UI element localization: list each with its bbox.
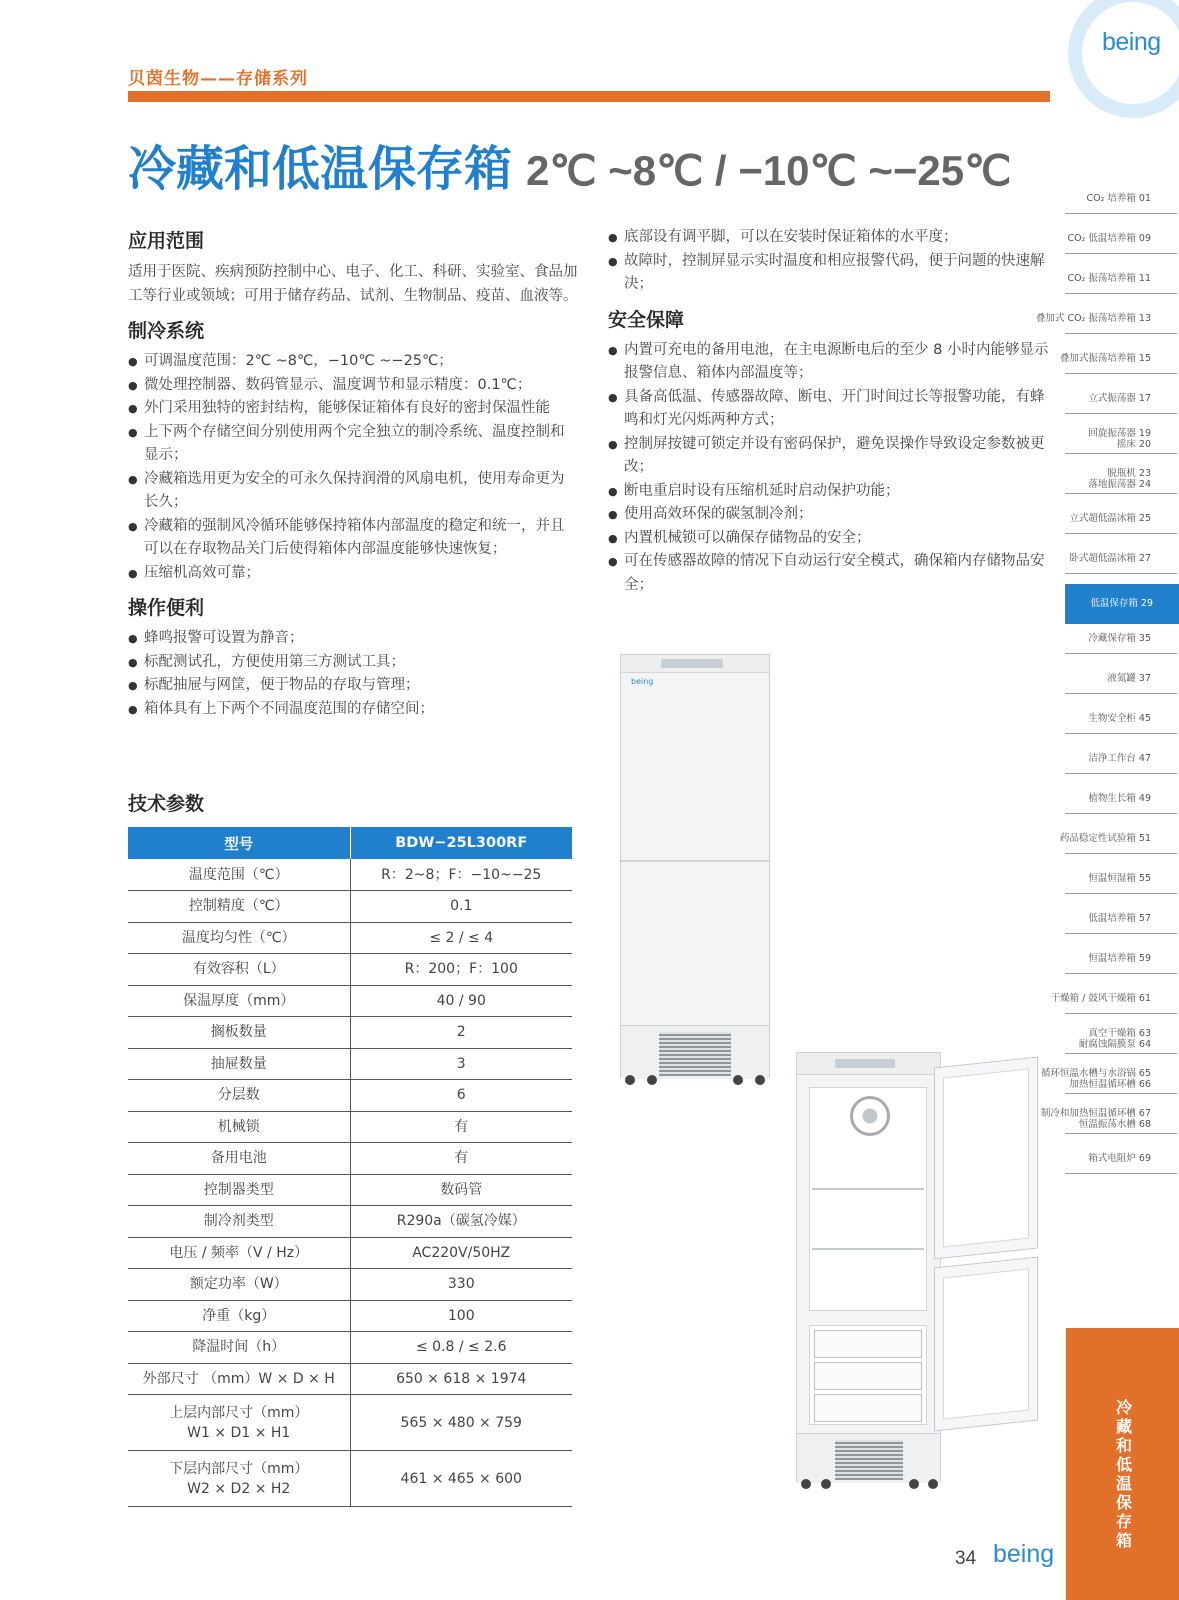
index-item[interactable] bbox=[1065, 464, 1177, 494]
list-item: ● 控制屏按键可锁定并设有密码保护，避免误操作导致设定参数被更改； bbox=[608, 433, 1058, 480]
spec-key-line: 下层内部尺寸（mm） bbox=[169, 1460, 309, 1477]
spec-value: 0.1 bbox=[350, 891, 572, 923]
safety-list bbox=[608, 339, 1058, 598]
spec-key: 净重（kg） bbox=[128, 1300, 350, 1332]
index-item[interactable] bbox=[1050, 984, 1177, 1014]
index-item[interactable] bbox=[1065, 504, 1177, 534]
index-item-label: 液氮罐 37 bbox=[1107, 673, 1151, 684]
list-item: ● 上下两个存储空间分别使用两个完全独立的制冷系统、温度控制和显示； bbox=[128, 421, 578, 468]
section-heading-cooling: 制冷系统 bbox=[128, 320, 205, 342]
table-row bbox=[128, 1237, 572, 1269]
index-item[interactable] bbox=[1065, 944, 1177, 974]
control-panel bbox=[797, 1053, 940, 1075]
spec-key: 有效容积（L） bbox=[128, 954, 350, 986]
drawer bbox=[814, 1362, 922, 1390]
index-item-label: CO₂ 低温培养箱 09 bbox=[1067, 233, 1151, 244]
spec-key: 搁板数量 bbox=[128, 1017, 350, 1049]
list-item: ● 蜂鸣报警可设置为静音； bbox=[128, 627, 578, 651]
table-row bbox=[128, 1206, 572, 1238]
spec-value: 461 × 465 × 600 bbox=[350, 1451, 572, 1507]
side-tab bbox=[1066, 1328, 1179, 1600]
base-panel bbox=[621, 1025, 769, 1079]
base-panel bbox=[797, 1433, 940, 1483]
table-row bbox=[128, 859, 572, 891]
table-row bbox=[128, 1300, 572, 1332]
caster-wheel bbox=[625, 1075, 635, 1085]
index-item[interactable] bbox=[1065, 424, 1177, 454]
index-item[interactable] bbox=[1065, 904, 1177, 934]
spec-key: 抽屉数量 bbox=[128, 1048, 350, 1080]
spec-key-line: W1 × D1 × H1 bbox=[187, 1424, 291, 1441]
index-item[interactable] bbox=[1065, 584, 1179, 624]
table-row bbox=[128, 954, 572, 986]
index-item-label: 叠加式 CO₂ 振荡培养箱 13 bbox=[1035, 313, 1151, 324]
table-row bbox=[128, 985, 572, 1017]
spec-value: 650 × 618 × 1974 bbox=[350, 1363, 572, 1395]
index-item-label: 循环恒温水槽与水浴锅 65 bbox=[1040, 1067, 1151, 1079]
list-item: ● 使用高效环保的碳氢制冷剂； bbox=[608, 503, 1058, 527]
index-item-label: 摇床 20 bbox=[1116, 438, 1151, 450]
product-image-open bbox=[796, 1052, 941, 1482]
application-text: 适用于医院、疾病预防控制中心、电子、化工、科研、实验室、食品加工等行业或领域；可用于储存药品、试剂、生物制品、疫苗、血液等。 bbox=[128, 264, 578, 304]
open-door-lower bbox=[934, 1257, 1038, 1432]
table-row bbox=[128, 1363, 572, 1395]
index-item-label: 洁净工作台 47 bbox=[1088, 753, 1151, 764]
spec-key: 外部尺寸 （mm）W × D × H bbox=[128, 1363, 350, 1395]
display-panel bbox=[835, 1059, 895, 1068]
index-item-label: 冷藏保存箱 35 bbox=[1088, 633, 1151, 644]
index-item-label: 加热恒温循环槽 66 bbox=[1069, 1078, 1151, 1090]
list-item: ● 可在传感器故障的情况下自动运行安全模式，确保箱内存储物品安全； bbox=[608, 550, 1058, 597]
spec-key: 温度范围（℃） bbox=[128, 859, 350, 891]
spec-value: 有 bbox=[350, 1143, 572, 1175]
table-row bbox=[128, 1048, 572, 1080]
table-row bbox=[128, 891, 572, 923]
index-item-label: 卧式超低温冰箱 27 bbox=[1069, 553, 1151, 564]
index-item[interactable] bbox=[1065, 384, 1177, 414]
caster-wheel bbox=[733, 1075, 743, 1085]
spec-key: 温度均匀性（℃） bbox=[128, 922, 350, 954]
cooling-list bbox=[128, 350, 578, 585]
side-tab-label: 冷藏和低温保存箱 bbox=[1115, 1398, 1132, 1550]
list-item: ● 箱体具有上下两个不同温度范围的存储空间； bbox=[128, 698, 578, 722]
table-row bbox=[128, 1174, 572, 1206]
index-item[interactable] bbox=[1065, 704, 1177, 734]
list-item: ● 冷藏箱选用更为安全的可永久保持润滑的风扇电机，使用寿命更为长久； bbox=[128, 468, 578, 515]
brand-logo: being bbox=[1102, 28, 1161, 56]
table-row bbox=[128, 1111, 572, 1143]
spec-key: 控制精度（℃） bbox=[128, 891, 350, 923]
spec-value: 有 bbox=[350, 1111, 572, 1143]
table-row bbox=[128, 1332, 572, 1364]
list-item: ● 外门采用独特的密封结构，能够保证箱体有良好的密封保温性能 bbox=[128, 397, 578, 421]
spec-value: AC220V/50HZ bbox=[350, 1237, 572, 1269]
fan-icon bbox=[850, 1096, 890, 1136]
index-item[interactable] bbox=[1065, 1144, 1177, 1174]
index-item[interactable] bbox=[1065, 224, 1177, 254]
vent-grille bbox=[835, 1440, 903, 1480]
index-item-label: 药品稳定性试验箱 51 bbox=[1059, 833, 1151, 844]
index-item[interactable] bbox=[1065, 184, 1177, 214]
series-label: 贝茵生物——存储系列 bbox=[128, 69, 308, 89]
caster-wheel bbox=[909, 1479, 919, 1489]
index-item-label: 回旋振荡器 19 bbox=[1088, 427, 1151, 439]
title-range: 2℃ ~8℃ / −10℃ ~−25℃ bbox=[526, 147, 1012, 194]
spec-value: 3 bbox=[350, 1048, 572, 1080]
table-row bbox=[128, 1080, 572, 1112]
section-heading-operation: 操作便利 bbox=[128, 597, 205, 619]
spec-key: 分层数 bbox=[128, 1080, 350, 1112]
table-row bbox=[128, 1451, 572, 1507]
display-panel bbox=[661, 659, 723, 668]
spec-key: 备用电池 bbox=[128, 1143, 350, 1175]
index-item-label: 低温培养箱 57 bbox=[1088, 913, 1151, 924]
spec-value: R290a（碳氢冷媒） bbox=[350, 1206, 572, 1238]
left-column bbox=[128, 226, 578, 721]
spec-key: 制冷剂类型 bbox=[128, 1206, 350, 1238]
list-item: ● 可调温度范围：2℃ ~8℃，−10℃ ~−25℃； bbox=[128, 350, 578, 374]
index-item-label: 干燥箱 / 鼓风干燥箱 61 bbox=[1050, 993, 1151, 1004]
table-row bbox=[128, 1143, 572, 1175]
model-name: BDW−25L300RF bbox=[350, 827, 572, 859]
column-header-model: 型号 bbox=[128, 827, 350, 859]
table-row bbox=[128, 1395, 572, 1451]
index-item-label: 生物安全柜 45 bbox=[1088, 713, 1151, 724]
table-row bbox=[128, 1269, 572, 1301]
spec-value: R：2~8；F：−10~−25 bbox=[350, 859, 572, 891]
operation-list bbox=[128, 627, 578, 721]
index-item-label: 立式振荡器 17 bbox=[1088, 393, 1151, 404]
index-item[interactable] bbox=[1035, 304, 1177, 334]
index-item[interactable] bbox=[1040, 1104, 1177, 1134]
section-heading-application: 应用范围 bbox=[128, 230, 205, 252]
list-item: ● 压缩机高效可靠； bbox=[128, 562, 578, 586]
spec-key-line: 上层内部尺寸（mm） bbox=[169, 1404, 309, 1421]
spec-value: 100 bbox=[350, 1300, 572, 1332]
spec-value: ≤ 0.8 / ≤ 2.6 bbox=[350, 1332, 572, 1364]
spec-value: 330 bbox=[350, 1269, 572, 1301]
upper-compartment bbox=[809, 1087, 927, 1311]
index-item[interactable] bbox=[1065, 544, 1177, 574]
spec-value: ≤ 2 / ≤ 4 bbox=[350, 922, 572, 954]
drawer bbox=[814, 1330, 922, 1358]
index-item[interactable] bbox=[1059, 824, 1177, 854]
index-item[interactable] bbox=[1040, 1064, 1177, 1094]
index-item-label: 恒温培养箱 59 bbox=[1088, 953, 1151, 964]
index-item-label: 恒温振荡水槽 68 bbox=[1078, 1118, 1151, 1130]
spec-value: 565 × 480 × 759 bbox=[350, 1395, 572, 1451]
page-title bbox=[128, 130, 1011, 199]
list-item: ● 微处理控制器、数码管显示、温度调节和显示精度：0.1℃； bbox=[128, 374, 578, 398]
caster-wheel bbox=[647, 1075, 657, 1085]
list-item: ● 断电重启时设有压缩机延时启动保护功能； bbox=[608, 480, 1058, 504]
product-brand-label: being bbox=[631, 677, 654, 686]
spec-key bbox=[128, 1395, 350, 1451]
index-item-label: 落地振荡器 24 bbox=[1088, 478, 1151, 490]
drawer bbox=[814, 1394, 922, 1422]
table-row bbox=[128, 1017, 572, 1049]
index-item[interactable] bbox=[1065, 1024, 1177, 1054]
caster-wheel bbox=[821, 1479, 831, 1489]
index-item[interactable] bbox=[1065, 744, 1177, 774]
list-item: ● 底部设有调平脚，可以在安装时保证箱体的水平度； bbox=[608, 226, 1058, 250]
index-item-label: 植物生长箱 49 bbox=[1088, 793, 1151, 804]
lower-compartment bbox=[809, 1325, 927, 1425]
shelf bbox=[812, 1188, 924, 1190]
index-item[interactable] bbox=[1065, 784, 1177, 814]
list-item: ● 内置机械锁可以确保存储物品的安全； bbox=[608, 527, 1058, 551]
spec-value: R：200；F：100 bbox=[350, 954, 572, 986]
spec-table bbox=[128, 827, 572, 1507]
orange-rule bbox=[128, 91, 1050, 102]
product-image-closed bbox=[620, 654, 770, 1078]
spec-key: 保温厚度（mm） bbox=[128, 985, 350, 1017]
continued-list bbox=[608, 226, 1058, 297]
caster-wheel bbox=[801, 1479, 811, 1489]
spec-key: 控制器类型 bbox=[128, 1174, 350, 1206]
spec-key-line: W2 × D2 × H2 bbox=[187, 1480, 291, 1497]
list-item: ● 标配抽屉与网筐，便于物品的存取与管理； bbox=[128, 674, 578, 698]
vent-grille bbox=[659, 1032, 731, 1076]
spec-value: 2 bbox=[350, 1017, 572, 1049]
caster-wheel bbox=[755, 1075, 765, 1085]
spec-value: 40 / 90 bbox=[350, 985, 572, 1017]
open-door-upper bbox=[934, 1057, 1038, 1260]
spec-key: 机械锁 bbox=[128, 1111, 350, 1143]
index-item-label: CO₂ 培养箱 01 bbox=[1086, 193, 1151, 204]
table-row bbox=[128, 922, 572, 954]
door-divider bbox=[621, 860, 769, 862]
shelf bbox=[812, 1248, 924, 1250]
right-column bbox=[608, 226, 1058, 597]
section-heading-safety: 安全保障 bbox=[608, 308, 685, 331]
list-item: ● 内置可充电的备用电池，在主电源断电后的至少 8 小时内能够显示报警信息、箱体内部温度等； bbox=[608, 339, 1058, 386]
table-header-row bbox=[128, 827, 572, 859]
spec-value: 6 bbox=[350, 1080, 572, 1112]
spec-value: 数码管 bbox=[350, 1174, 572, 1206]
page-number: 34 bbox=[955, 1548, 977, 1569]
spec-key bbox=[128, 1451, 350, 1507]
index-item-label: 箱式电阻炉 69 bbox=[1088, 1153, 1151, 1164]
index-item[interactable] bbox=[1065, 624, 1177, 654]
index-item-label: 真空干燥箱 63 bbox=[1088, 1027, 1151, 1039]
list-item: ● 具备高低温、传感器故障、断电、开门时间过长等报警功能，有蜂鸣和灯光闪烁两种方式； bbox=[608, 386, 1058, 433]
index-item[interactable] bbox=[1065, 264, 1177, 294]
index-item-label: CO₂ 振荡培养箱 11 bbox=[1067, 273, 1151, 284]
spec-key: 额定功率（W） bbox=[128, 1269, 350, 1301]
index-item-label: 低温保存箱 29 bbox=[1090, 598, 1153, 609]
control-panel bbox=[621, 655, 769, 673]
index-item[interactable] bbox=[1065, 864, 1177, 894]
index-item-label: 耐腐蚀隔膜泵 64 bbox=[1078, 1038, 1151, 1050]
spec-heading: 技术参数 bbox=[128, 793, 205, 815]
index-item-label: 制冷和加热恒温循环槽 67 bbox=[1040, 1107, 1151, 1119]
title-main: 冷藏和低温保存箱 bbox=[128, 141, 513, 197]
list-item: ● 标配测试孔，方便使用第三方测试工具； bbox=[128, 651, 578, 675]
list-item: ● 冷藏箱的强制风冷循环能够保持箱体内部温度的稳定和统一，并且可以在存取物品关门后使得箱体内部温度能够快速恢复； bbox=[128, 515, 578, 562]
index-item-label: 立式超低温冰箱 25 bbox=[1069, 513, 1151, 524]
spec-key: 降温时间（h） bbox=[128, 1332, 350, 1364]
index-item-label: 叠加式振荡培养箱 15 bbox=[1059, 353, 1151, 364]
footer-logo: being bbox=[993, 1540, 1055, 1568]
index-item[interactable] bbox=[1065, 664, 1177, 694]
index-item-label: 脱瓶机 23 bbox=[1107, 467, 1151, 479]
list-item: ● 故障时，控制屏显示实时温度和相应报警代码，便于问题的快速解决； bbox=[608, 250, 1058, 297]
logo-ring bbox=[1068, 0, 1179, 118]
index-item-label: 恒温恒湿箱 55 bbox=[1088, 873, 1151, 884]
spec-key: 电压 / 频率（V / Hz） bbox=[128, 1237, 350, 1269]
index-item[interactable] bbox=[1059, 344, 1177, 374]
caster-wheel bbox=[928, 1479, 938, 1489]
